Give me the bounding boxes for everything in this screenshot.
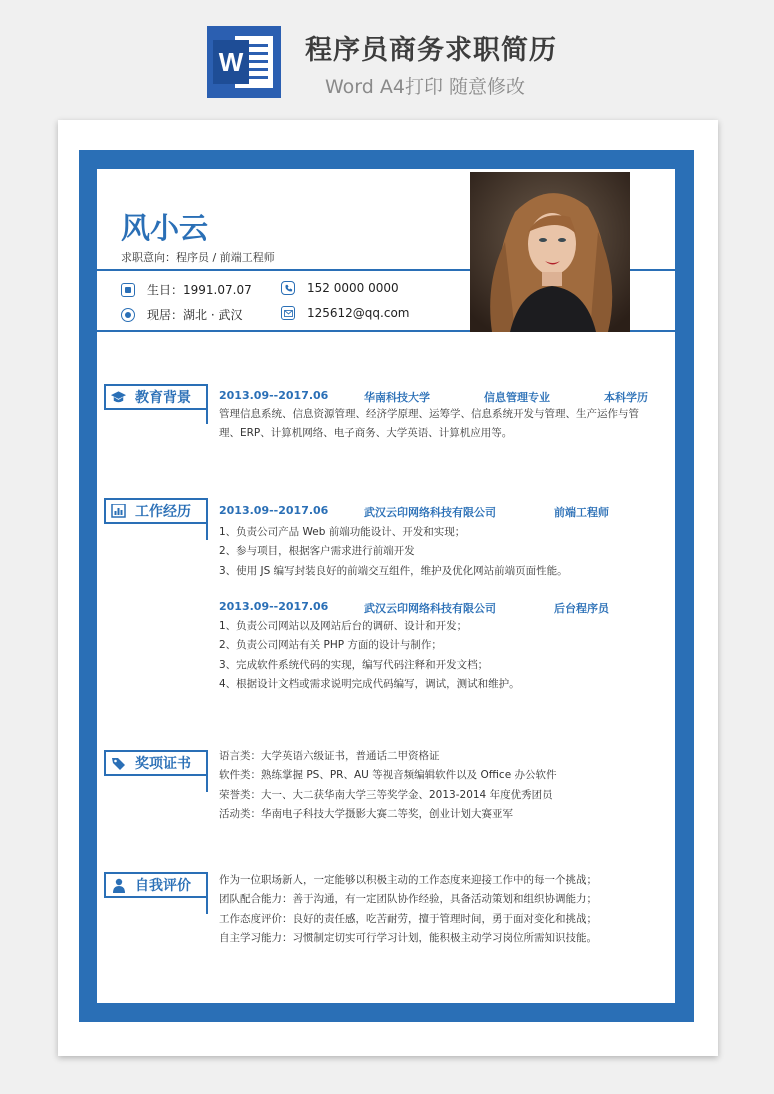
job-duties: 1、负责公司产品 Web 前端功能设计、开发和实现； 2、参与项目，根据客户需求进行前端开发 3、使用 JS 编写封装良好的前端交互组件，维护及优化网站前端页面性能。 bbox=[219, 526, 568, 577]
profile-photo bbox=[470, 172, 630, 332]
job-company: 武汉云印网络科技有限公司 bbox=[364, 602, 496, 615]
phone-icon bbox=[281, 281, 295, 295]
graduation-cap-icon bbox=[110, 389, 127, 406]
section-title-awards: 奖项证书 bbox=[104, 750, 208, 776]
job-duties: 1、负责公司网站以及网站后台的调研、设计和开发； 2、负责公司网站有关 PHP 方面的设计与制作； 3、完成软件系统代码的实现，编写代码注释和开发文档； 4、根据设计文档或需求说明完成代码编写，调试，测试和维护。 bbox=[219, 620, 520, 690]
email-info: 125612@qq.com bbox=[281, 306, 410, 320]
candidate-name: 风小云 bbox=[121, 211, 209, 245]
page-title: 程序员商务求职简历 bbox=[305, 35, 557, 66]
job-period: 2013.09--2017.06 bbox=[219, 504, 329, 517]
education-degree: 本科学历 bbox=[604, 391, 648, 404]
education-school: 华南科技大学 bbox=[364, 391, 430, 404]
location-info: 现居：湖北 · 武汉 bbox=[121, 306, 242, 323]
job-role: 后台程序员 bbox=[554, 602, 609, 615]
education-period: 2013.09--2017.06 bbox=[219, 389, 329, 402]
phone-info: 152 0000 0000 bbox=[281, 281, 399, 295]
job-company: 武汉云印网络科技有限公司 bbox=[364, 506, 496, 519]
self-evaluation-text: 作为一位职场新人，一定能够以积极主动的工作态度来迎接工作中的每一个挑战； 团队配合能力：善于沟通，有一定团队协作经验，具备活动策划和组织协调能力； 工作态度评价：良好的责任感，吃苦耐劳，擅于管理时间，勇于面对变化和挑战； 自主学习能力：习惯制定切实可行学习计划，能积极主动学习岗位所需知识技能。 bbox=[219, 874, 597, 944]
job-intent: 求职意向：程序员 / 前端工程师 bbox=[121, 251, 275, 264]
person-icon bbox=[110, 877, 127, 894]
page-subtitle: Word A4打印 随意修改 bbox=[325, 76, 526, 98]
section-title-work: 工作经历 bbox=[104, 498, 208, 524]
chart-icon bbox=[110, 503, 127, 520]
calendar-icon bbox=[121, 283, 135, 297]
section-title-self: 自我评价 bbox=[104, 872, 208, 898]
award-icon bbox=[110, 755, 127, 772]
section-title-education: 教育背景 bbox=[104, 384, 208, 410]
divider-line bbox=[630, 269, 675, 271]
job-role: 前端工程师 bbox=[554, 506, 609, 519]
education-major: 信息管理专业 bbox=[484, 391, 550, 404]
svg-text:W: W bbox=[218, 47, 244, 77]
education-courses: 管理信息系统、信息资源管理、经济学原理、运筹学、信息系统开发与管理、生产运作与管 理、ERP、计算机网络、电子商务、大学英语、计算机应用等。 bbox=[219, 408, 639, 440]
awards-list: 语言类：大学英语六级证书，普通话二甲资格证 软件类：熟练掌握 PS、PR、AU 等视音频编辑软件以及 Office 办公软件 荣誉类：大一、大二获华南大学三等奖学金、2013-2014 年度优秀团员 活动类：华南电子科技大学摄影大赛二等奖，创业计划大赛亚军 bbox=[219, 750, 557, 820]
birth-info: 生日：1991.07.07 bbox=[121, 281, 252, 298]
divider-line bbox=[97, 269, 470, 271]
mail-icon bbox=[281, 306, 295, 320]
job-period: 2013.09--2017.06 bbox=[219, 600, 329, 613]
location-icon bbox=[121, 308, 135, 322]
word-logo-icon bbox=[207, 26, 281, 98]
